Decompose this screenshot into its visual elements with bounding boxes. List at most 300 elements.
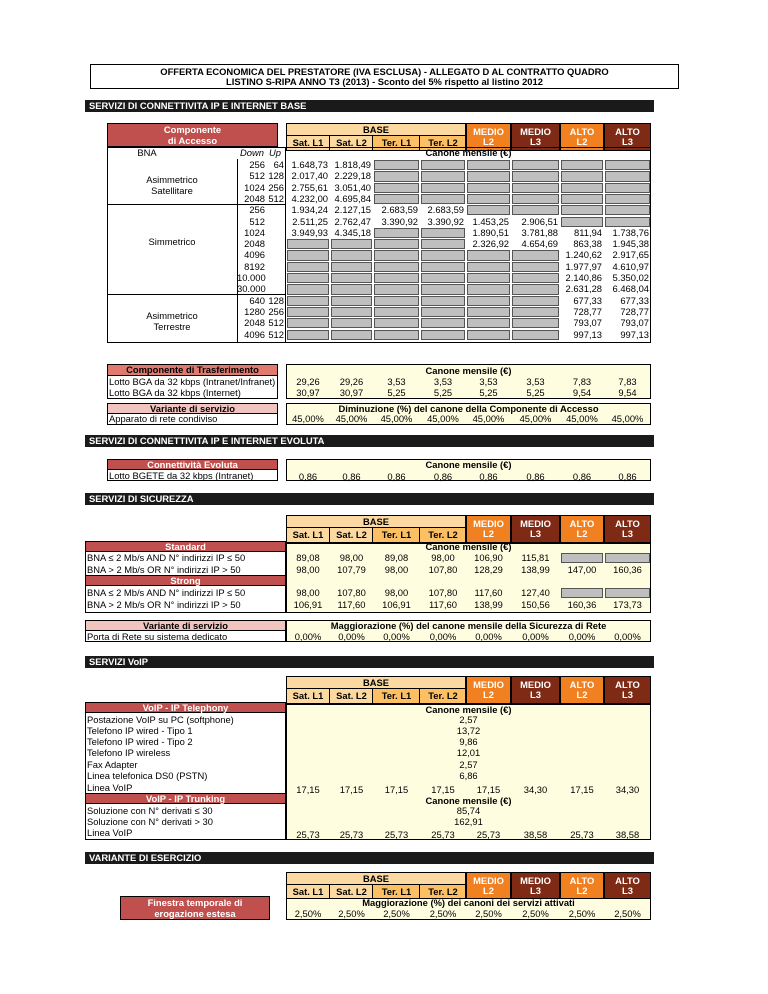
accesso-row-8-empty — [421, 250, 465, 260]
header-alto-l3: ALTO — [615, 679, 640, 690]
voip-trunk-linea-value: 25,73 — [570, 829, 594, 840]
accesso-row-5-value: 3.390,92 — [427, 215, 464, 227]
voip-tel-row-value: 12,01 — [456, 747, 481, 759]
accesso-row-3-empty — [421, 194, 465, 204]
sicurezza-row-1-value: 98,00 — [296, 563, 320, 575]
accesso-row-2-value: 2.755,61 — [291, 181, 328, 193]
row-up: 512 — [268, 328, 284, 340]
accesso-row-15-value: 997,13 — [573, 328, 602, 340]
voip-trunk-linea-value: 25,73 — [384, 829, 409, 840]
down-label: Down — [240, 147, 264, 158]
trasf-row-0-value: 3,53 — [387, 376, 406, 387]
header-medio-l3-level: L3 — [530, 136, 541, 147]
sicurezza-row-0-value: 89,08 — [384, 552, 409, 563]
header-sat-l1: Sat. L1 — [292, 690, 324, 701]
header-alto-l3-level: L3 — [622, 885, 633, 896]
header-ter-l1: Ter. L1 — [381, 529, 412, 540]
accesso-row-9-empty — [331, 262, 372, 272]
voip-trunk-row-label: Soluzione con N° derivati > 30 — [87, 816, 213, 828]
header-ter-l2: Ter. L2 — [428, 137, 458, 148]
row-down: 1024 — [244, 181, 265, 193]
accesso-row-2-empty — [421, 183, 465, 193]
trasf-row-0-value: 3,53 — [433, 376, 453, 387]
accesso-row-13-empty — [467, 307, 510, 317]
trasf-row-1-value: 9,54 — [572, 387, 592, 399]
sicurezza-row-0-empty — [605, 553, 650, 563]
accesso-row-3-empty — [467, 194, 510, 204]
group-satellitare: Satellitare — [151, 185, 193, 196]
canone-header: Canone mensile (€) — [425, 147, 512, 158]
sicurezza-row-label: BNA ≤ 2 Mb/s AND N° indirizzi IP ≤ 50 — [87, 587, 246, 598]
accesso-row-14-empty — [421, 318, 465, 328]
sicurezza-row-3-value: 117,60 — [337, 598, 366, 610]
accesso-row-7-empty — [421, 239, 465, 249]
header-medio-l2: MEDIO — [473, 875, 504, 886]
sicurezza-row-1-value: 160,36 — [613, 563, 642, 575]
accesso-row-0-empty — [561, 160, 603, 170]
header-alto-l3: ALTO — [615, 126, 640, 137]
accesso-row-5-value: 2.511,25 — [292, 215, 328, 227]
header-sat-l2: Sat. L2 — [336, 886, 367, 897]
voip-tel-row-label: Telefono IP wired - Tipo 2 — [87, 736, 193, 748]
group-terrestre: Terrestre — [153, 321, 191, 332]
accesso-row-11-empty — [467, 284, 510, 294]
voip-tel-row-value: 2,57 — [459, 758, 478, 770]
accesso-row-10-empty — [331, 273, 372, 283]
esercizio-box-title-1: Finestra temporale di — [147, 897, 243, 908]
sicurezza-row-1-value: 138,99 — [521, 563, 550, 575]
sicurezza-row-0-value: 98,00 — [431, 552, 455, 563]
accesso-row-14-empty — [512, 318, 559, 328]
esercizio-row-value: 2,50% — [522, 908, 549, 919]
accesso-row-11-empty — [287, 284, 329, 294]
accesso-row-6-value: 811,94 — [574, 226, 602, 238]
trasf-row-0-value: 3,53 — [479, 376, 498, 387]
evoluta-row-value: 0,86 — [387, 471, 406, 482]
voip-tel-linea-value: 17,15 — [384, 784, 409, 795]
voip-trunk-linea-value: 25,73 — [296, 829, 320, 840]
accesso-row-0-empty — [512, 160, 559, 170]
accesso-row-14-empty — [374, 318, 419, 328]
header-ter-l1: Ter. L1 — [381, 886, 412, 897]
accesso-row-6-empty — [421, 228, 465, 238]
accesso-row-13-empty — [331, 307, 372, 317]
row-up: 256 — [268, 181, 284, 193]
accesso-row-4-value: 2.683,59 — [381, 204, 418, 216]
voip-tel-row-label: Postazione VoIP su PC (softphone) — [87, 713, 234, 725]
variante-row-value: 45,00% — [519, 413, 552, 424]
row-down: 256 — [249, 204, 265, 216]
accesso-row-3-value: 4.695,84 — [334, 192, 371, 204]
accesso-row-6-empty — [374, 228, 419, 238]
sicurezza-row-2-empty — [605, 588, 650, 598]
accesso-row-2-empty — [561, 183, 603, 193]
sicurezza-row-3-value: 106,91 — [293, 598, 323, 610]
voip-tel-row-value: 9,86 — [459, 736, 478, 748]
accesso-row-11-empty — [421, 284, 465, 294]
sicurezza-variante-row-value: 0,00% — [568, 631, 596, 642]
voip-tel-row-value: 6,86 — [459, 770, 478, 781]
accesso-row-7-value: 4.654,69 — [521, 238, 558, 250]
voip-trunk-linea-value: 38,58 — [615, 829, 640, 840]
accesso-row-15-empty — [287, 330, 329, 340]
voip-tel-row-label: Telefono IP wireless — [87, 747, 171, 759]
accesso-row-13-value: 728,77 — [620, 305, 649, 317]
accesso-row-7-value: 863,38 — [573, 238, 602, 250]
esercizio-row-value: 2,50% — [568, 908, 596, 919]
voip-tel-linea-value: 17,15 — [570, 784, 594, 795]
accesso-row-1-empty — [512, 171, 559, 181]
voip-tel-row-value: 13,72 — [456, 724, 481, 736]
voip-trunk-row-value: 85,74 — [456, 805, 481, 816]
accesso-row-7-empty — [287, 239, 329, 249]
accesso-row-13-empty — [374, 307, 419, 317]
accesso-row-12-empty — [512, 296, 559, 306]
bna-label: BNA — [137, 147, 157, 158]
header-base-label: BASE — [362, 124, 390, 135]
accesso-row-10-value: 2.140,86 — [565, 272, 602, 283]
accesso-row-3-empty — [561, 194, 603, 204]
trasf-row-0-value: 29,26 — [339, 376, 364, 387]
row-down: 2048 — [244, 192, 265, 204]
accesso-row-3-empty — [374, 194, 419, 204]
accesso-row-15-empty — [467, 330, 510, 340]
voip-trunk-linea-value: 25,73 — [431, 829, 455, 840]
voip-tel-row-label: Fax Adapter — [87, 758, 138, 770]
header-sat-l2: Sat. L2 — [336, 690, 367, 701]
evoluta-title: Connettività Evoluta — [147, 459, 238, 470]
esercizio-row-value: 2,50% — [383, 908, 410, 919]
sicurezza-row-0-value: 89,08 — [296, 552, 320, 563]
voip-tel-title: VoIP - IP Telephony — [142, 702, 229, 713]
header-alto-l2: ALTO — [569, 126, 595, 137]
accesso-row-0-value: 1.648,73 — [291, 159, 328, 170]
voip-tel-row-label: Linea telefonica DS0 (PSTN) — [87, 770, 208, 781]
accesso-row-11-value: 2.631,28 — [565, 283, 602, 295]
accesso-row-3-empty — [512, 194, 559, 204]
header-alto-l3-level: L3 — [622, 136, 633, 147]
sicurezza-row-3-value: 138,99 — [474, 598, 503, 610]
sicurezza-row-2-value: 107,80 — [337, 587, 366, 598]
esercizio-box-title-2: erogazione estesa — [154, 908, 236, 919]
accesso-row-15-value: 997,13 — [620, 328, 649, 340]
header-alto-l2-level: L2 — [576, 528, 588, 539]
accesso-row-2-empty — [467, 183, 510, 193]
accesso-row-13-empty — [421, 307, 465, 317]
sicurezza-row-1-value: 107,79 — [337, 563, 366, 575]
accesso-row-5-value: 2.906,51 — [521, 215, 558, 227]
accesso-row-4-empty — [467, 205, 510, 215]
accesso-row-9-empty — [421, 262, 465, 272]
sicurezza-row-3-value: 117,60 — [429, 598, 457, 610]
accesso-row-5-value: 2.762,47 — [334, 215, 371, 227]
accesso-row-0-empty — [467, 160, 510, 170]
variante-row-value: 45,00% — [566, 413, 598, 424]
variante-label: Apparato di rete condiviso — [109, 413, 218, 424]
accesso-row-6-value: 1.890,51 — [472, 226, 509, 238]
row-down: 4096 — [244, 249, 265, 261]
sicurezza-row-label: BNA ≤ 2 Mb/s AND N° indirizzi IP ≤ 50 — [87, 552, 246, 563]
header-ter-l2: Ter. L2 — [428, 690, 458, 701]
row-down: 2048 — [244, 317, 265, 329]
accesso-row-4-value: 2.127,15 — [334, 204, 371, 216]
accesso-row-12-empty — [287, 296, 329, 306]
accesso-row-12-empty — [374, 296, 419, 306]
accesso-row-1-empty — [561, 171, 603, 181]
accesso-row-4-empty — [605, 205, 650, 215]
sicurezza-row-0-value: 115,81 — [521, 552, 550, 563]
accesso-row-14-empty — [467, 318, 510, 328]
header-medio-l3: MEDIO — [520, 875, 551, 886]
sicurezza-variante-label: Porta di Rete su sistema dedicato — [87, 631, 228, 642]
evoluta-canone-header: Canone mensile (€) — [425, 459, 512, 470]
section-variante-esercizio: VARIANTE DI ESERCIZIO — [85, 852, 654, 864]
sicurezza-canone-header: Canone mensile (€) — [425, 541, 512, 552]
section-connettivita-base: SERVIZI DI CONNETTIVITA IP E INTERNET BASE — [85, 100, 654, 112]
sicurezza-row-0-empty — [561, 553, 603, 563]
section-sicurezza: SERVIZI DI SICUREZZA — [85, 493, 654, 505]
esercizio-row-value: 2,50% — [614, 908, 641, 919]
variante-row-value: 45,00% — [427, 413, 459, 424]
voip-trunk-title: VoIP - IP Trunking — [145, 793, 226, 804]
voip-trunk-linea-label: Linea VoIP — [87, 827, 133, 838]
row-down: 1024 — [244, 226, 265, 238]
accesso-row-6-value: 3.781,88 — [521, 226, 558, 238]
accesso-row-2-empty — [512, 183, 559, 193]
accesso-row-9-empty — [374, 262, 419, 272]
header-medio-l3-level: L3 — [530, 885, 541, 896]
accesso-row-5-empty — [561, 217, 603, 227]
voip-tel-linea-value: 34,30 — [615, 784, 640, 795]
accesso-row-8-empty — [512, 250, 559, 260]
header-sat-l1: Sat. L1 — [292, 886, 324, 897]
accesso-row-3-value: 4.232,00 — [291, 192, 328, 204]
esercizio-row-value: 2,50% — [294, 908, 322, 919]
row-up: 512 — [268, 317, 284, 329]
sicurezza-variante-row-value: 0,00% — [294, 631, 322, 642]
accesso-row-6-value: 1.738,76 — [612, 226, 649, 238]
voip-tel-row-value: 2,57 — [459, 713, 478, 725]
header-sat-l2: Sat. L2 — [336, 137, 367, 148]
accesso-row-7-value: 2.326,92 — [472, 238, 509, 250]
accesso-row-11-empty — [331, 284, 372, 294]
document-title: OFFERTA ECONOMICA DEL PRESTATORE (IVA ESCLUSA) - ALLEGATO D AL CONTRATTO QUADRO — [160, 66, 609, 77]
header-alto-l2: ALTO — [569, 875, 595, 886]
sicurezza-row-0-value: 98,00 — [339, 552, 364, 563]
accesso-row-14-empty — [331, 318, 372, 328]
accesso-row-12-value: 677,33 — [573, 294, 602, 306]
accesso-row-10-empty — [287, 273, 329, 283]
accesso-row-15-empty — [331, 330, 372, 340]
accesso-row-10-empty — [421, 273, 465, 283]
voip-tel-linea-value: 17,15 — [296, 784, 320, 795]
header-ter-l2: Ter. L2 — [428, 529, 458, 540]
strong-title: Strong — [170, 575, 201, 586]
accesso-row-10-empty — [512, 273, 559, 283]
accesso-row-6-value: 4.345,18 — [334, 226, 371, 238]
sicurezza-row-1-value: 128,29 — [474, 563, 503, 575]
evoluta-row-value: 0,86 — [433, 471, 453, 482]
header-base-label: BASE — [362, 516, 390, 527]
accesso-row-2-empty — [605, 183, 650, 193]
accesso-row-0-empty — [421, 160, 465, 170]
sicurezza-variante-row-value: 0,00% — [383, 631, 410, 642]
accesso-row-1-empty — [374, 171, 419, 181]
accesso-row-14-value: 793,07 — [620, 317, 649, 329]
trasf-row-1-value: 5,25 — [526, 387, 545, 399]
header-alto-l2: ALTO — [569, 679, 595, 690]
header-alto-l3: ALTO — [615, 875, 640, 886]
header-medio-l2: MEDIO — [473, 518, 504, 529]
voip-trunk-linea-value: 38,58 — [523, 829, 548, 840]
evoluta-label: Lotto BGETE da 32 kbps (Intranet) — [109, 470, 254, 481]
document-subtitle: LISTINO S-RIPA ANNO T3 (2013) - Sconto del 5% rispetto al listino 2012 — [226, 76, 543, 87]
accesso-row-11-empty — [374, 284, 419, 294]
header-alto-l3-level: L3 — [622, 689, 633, 700]
header-sat-l1: Sat. L1 — [292, 137, 324, 148]
trasf-row-0-value: 7,83 — [618, 376, 637, 387]
accesso-row-7-empty — [374, 239, 419, 249]
accesso-row-8-value: 1.240,62 — [565, 249, 602, 261]
row-up: 256 — [268, 305, 284, 317]
accesso-row-8-value: 2.917,65 — [612, 249, 649, 261]
voip-tel-linea-label: Linea VoIP — [87, 781, 133, 793]
row-down: 2048 — [244, 238, 265, 250]
trasf-row-1-value: 5,25 — [387, 387, 406, 399]
sicurezza-variante-row-value: 0,00% — [522, 631, 549, 642]
header-medio-l3: MEDIO — [520, 679, 551, 690]
group-simmetrico: Simmetrico — [148, 236, 196, 247]
sicurezza-row-3-value: 106,91 — [382, 598, 411, 610]
group-asimmetrico-sat: Asimmetrico — [146, 174, 198, 185]
sicurezza-row-label: BNA > 2 Mb/s OR N° indirizzi IP > 50 — [87, 563, 241, 575]
accesso-row-8-empty — [374, 250, 419, 260]
accesso-row-11-empty — [512, 284, 559, 294]
voip-tel-linea-value: 17,15 — [339, 784, 364, 795]
header-medio-l2: MEDIO — [473, 679, 504, 690]
header-medio-l2-level: L2 — [483, 689, 494, 700]
comp-accesso-label-2: di Accesso — [167, 135, 218, 146]
accesso-row-9-empty — [512, 262, 559, 272]
row-down: 1280 — [244, 305, 265, 317]
header-base-label: BASE — [362, 677, 390, 688]
trasf-title: Componente di Trasferimento — [126, 364, 259, 375]
header-alto-l2-level: L2 — [576, 136, 588, 147]
sicurezza-row-2-value: 117,60 — [474, 587, 503, 598]
header-sat-l1: Sat. L1 — [292, 529, 324, 540]
accesso-row-15-empty — [512, 330, 559, 340]
sicurezza-row-2-value: 98,00 — [296, 587, 320, 598]
accesso-row-6-value: 3.949,93 — [291, 226, 328, 238]
sicurezza-row-2-value: 127,40 — [521, 587, 550, 598]
voip-tel-linea-value: 17,15 — [476, 784, 501, 795]
sicurezza-variante-row-value: 0,00% — [614, 631, 641, 642]
header-medio-l3: MEDIO — [520, 126, 551, 137]
voip-tel-row-label: Telefono IP wired - Tipo 1 — [87, 724, 193, 736]
group-asimmetrico-ter: Asimmetrico — [146, 310, 198, 321]
accesso-row-13-value: 728,77 — [573, 305, 602, 317]
evoluta-row-value: 0,86 — [342, 471, 361, 482]
accesso-row-1-value: 2.229,18 — [334, 170, 371, 182]
trasf-canone-header: Canone mensile (€) — [425, 365, 512, 376]
accesso-row-9-empty — [287, 262, 329, 272]
accesso-row-0-value: 1.818,49 — [334, 159, 371, 170]
sicurezza-row-2-value: 107,80 — [428, 587, 458, 598]
accesso-row-2-empty — [374, 183, 419, 193]
header-medio-l2-level: L2 — [483, 885, 494, 896]
trasf-row-1-value: 5,25 — [479, 387, 498, 399]
row-down: 256 — [249, 159, 265, 170]
accesso-row-10-empty — [467, 273, 510, 283]
header-medio-l2-level: L2 — [483, 136, 494, 147]
variante-row-value: 45,00% — [335, 413, 368, 424]
header-sat-l2: Sat. L2 — [336, 529, 367, 540]
row-down: 4096 — [244, 328, 265, 340]
evoluta-row-value: 0,86 — [479, 471, 498, 482]
row-up: 128 — [268, 170, 284, 182]
esercizio-header-text: Maggiorazione (%) dei canoni dei servizi attivati — [362, 897, 575, 908]
accesso-row-14-value: 793,07 — [573, 317, 602, 329]
accesso-row-12-empty — [421, 296, 465, 306]
variante-header-text: Diminuzione (%) del canone della Componente di Accesso — [338, 403, 599, 414]
sicurezza-variante-title: Variante di servizio — [143, 620, 228, 631]
accesso-row-12-empty — [467, 296, 510, 306]
accesso-row-11-value: 6.468,04 — [612, 283, 649, 295]
row-down: 10.000 — [237, 272, 266, 283]
accesso-row-13-empty — [512, 307, 559, 317]
accesso-row-5-empty — [605, 217, 650, 227]
accesso-row-15-empty — [421, 330, 465, 340]
sicurezza-variante-row-value: 0,00% — [475, 631, 502, 642]
sicurezza-row-2-value: 98,00 — [384, 587, 409, 598]
accesso-row-1-empty — [605, 171, 650, 181]
row-up: 128 — [268, 294, 284, 306]
accesso-row-7-value: 1.945,38 — [612, 238, 649, 250]
trasf-row-1-value: 5,25 — [433, 387, 453, 399]
header-alto-l3-level: L3 — [622, 528, 633, 539]
accesso-row-1-empty — [467, 171, 510, 181]
accesso-row-7-empty — [331, 239, 372, 249]
accesso-row-9-empty — [467, 262, 510, 272]
esercizio-row-value: 2,50% — [338, 908, 365, 919]
header-alto-l2-level: L2 — [576, 885, 588, 896]
trasf-row-1-value: 9,54 — [618, 387, 637, 399]
accesso-row-1-empty — [421, 171, 465, 181]
row-down: 8192 — [244, 260, 265, 272]
voip-trunk-row-label: Soluzione con N° derivati ≤ 30 — [87, 805, 213, 816]
accesso-row-5-value: 3.390,92 — [381, 215, 418, 227]
variante-title: Variante di servizio — [150, 403, 235, 414]
header-ter-l2: Ter. L2 — [428, 886, 458, 897]
accesso-row-10-empty — [374, 273, 419, 283]
voip-trunk-linea-value: 25,73 — [339, 829, 364, 840]
header-alto-l2: ALTO — [569, 518, 595, 529]
sicurezza-variante-row-value: 0,00% — [429, 631, 457, 642]
evoluta-row-value: 0,86 — [298, 471, 318, 482]
sicurezza-row-1-value: 107,80 — [428, 563, 458, 575]
esercizio-row-value: 2,50% — [429, 908, 457, 919]
voip-canone-header: Canone mensile (€) — [425, 704, 512, 715]
accesso-row-15-empty — [374, 330, 419, 340]
variante-row-value: 45,00% — [472, 413, 505, 424]
evoluta-row-value: 0,86 — [526, 471, 545, 482]
header-medio-l3-level: L3 — [530, 528, 541, 539]
sicurezza-row-3-value: 173,73 — [613, 598, 642, 610]
accesso-row-12-empty — [331, 296, 372, 306]
accesso-row-3-empty — [605, 194, 650, 204]
voip-trunk-linea-value: 25,73 — [476, 829, 501, 840]
sicurezza-row-3-value: 160,36 — [567, 598, 597, 610]
